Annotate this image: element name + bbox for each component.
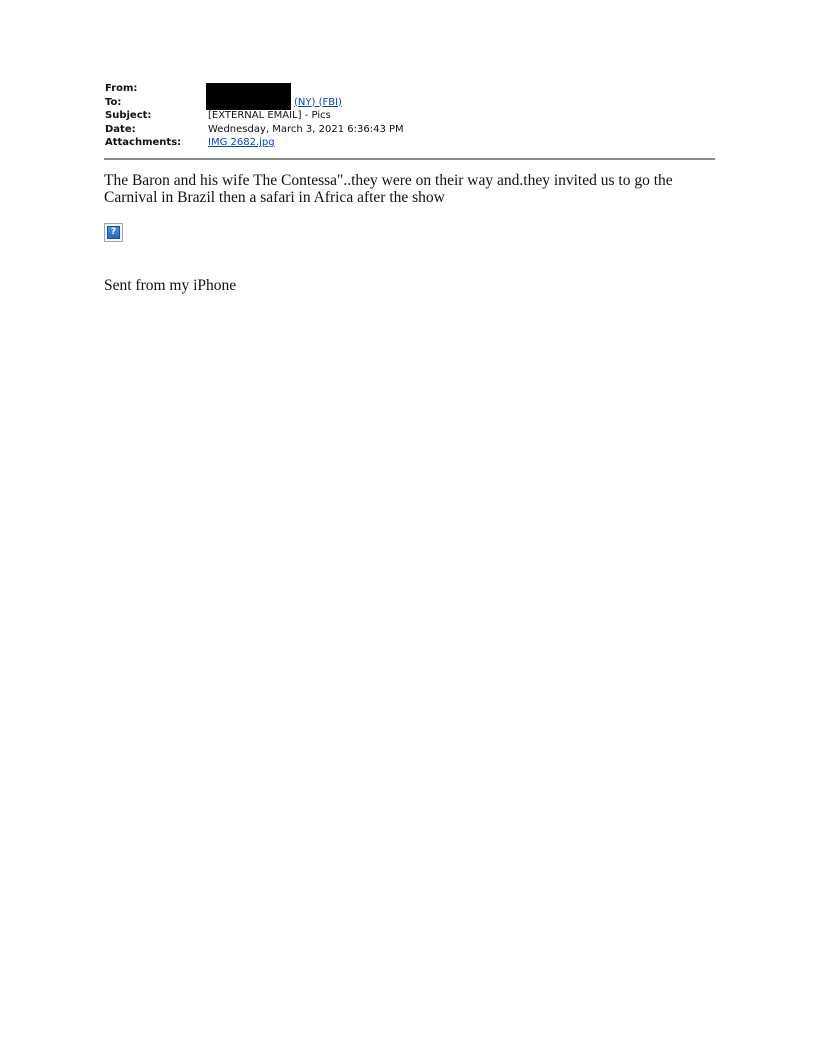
subject-value: [EXTERNAL EMAIL] - Pics [208,110,331,121]
email-header [105,82,715,150]
from-row [105,82,715,96]
question-mark-icon: ? [107,226,120,239]
subject-row [105,109,715,123]
subject-label: Subject: [105,110,152,121]
redaction-block [206,83,291,110]
date-row [105,123,715,137]
date-value: Wednesday, March 3, 2021 6:36:43 PM [208,123,404,135]
from-label: From: [105,83,138,94]
to-label: To: [105,96,122,108]
message-body: The Baron and his wife The Contessa"..they were on their way and.they invited us to go the Carnival in Brazil then a safari in Africa after the show [104,172,673,206]
header-separator [104,158,715,160]
to-row [105,96,715,110]
attachments-label: Attachments: [105,137,182,148]
attachments-row [105,136,715,150]
attachment-link[interactable]: IMG 2682.jpg [208,137,275,148]
to-recipient-link[interactable]: (NY) (FBI) [294,96,342,108]
broken-image-icon[interactable] [104,223,123,242]
date-label: Date: [105,123,136,135]
email-signature: Sent from my iPhone [104,277,237,294]
